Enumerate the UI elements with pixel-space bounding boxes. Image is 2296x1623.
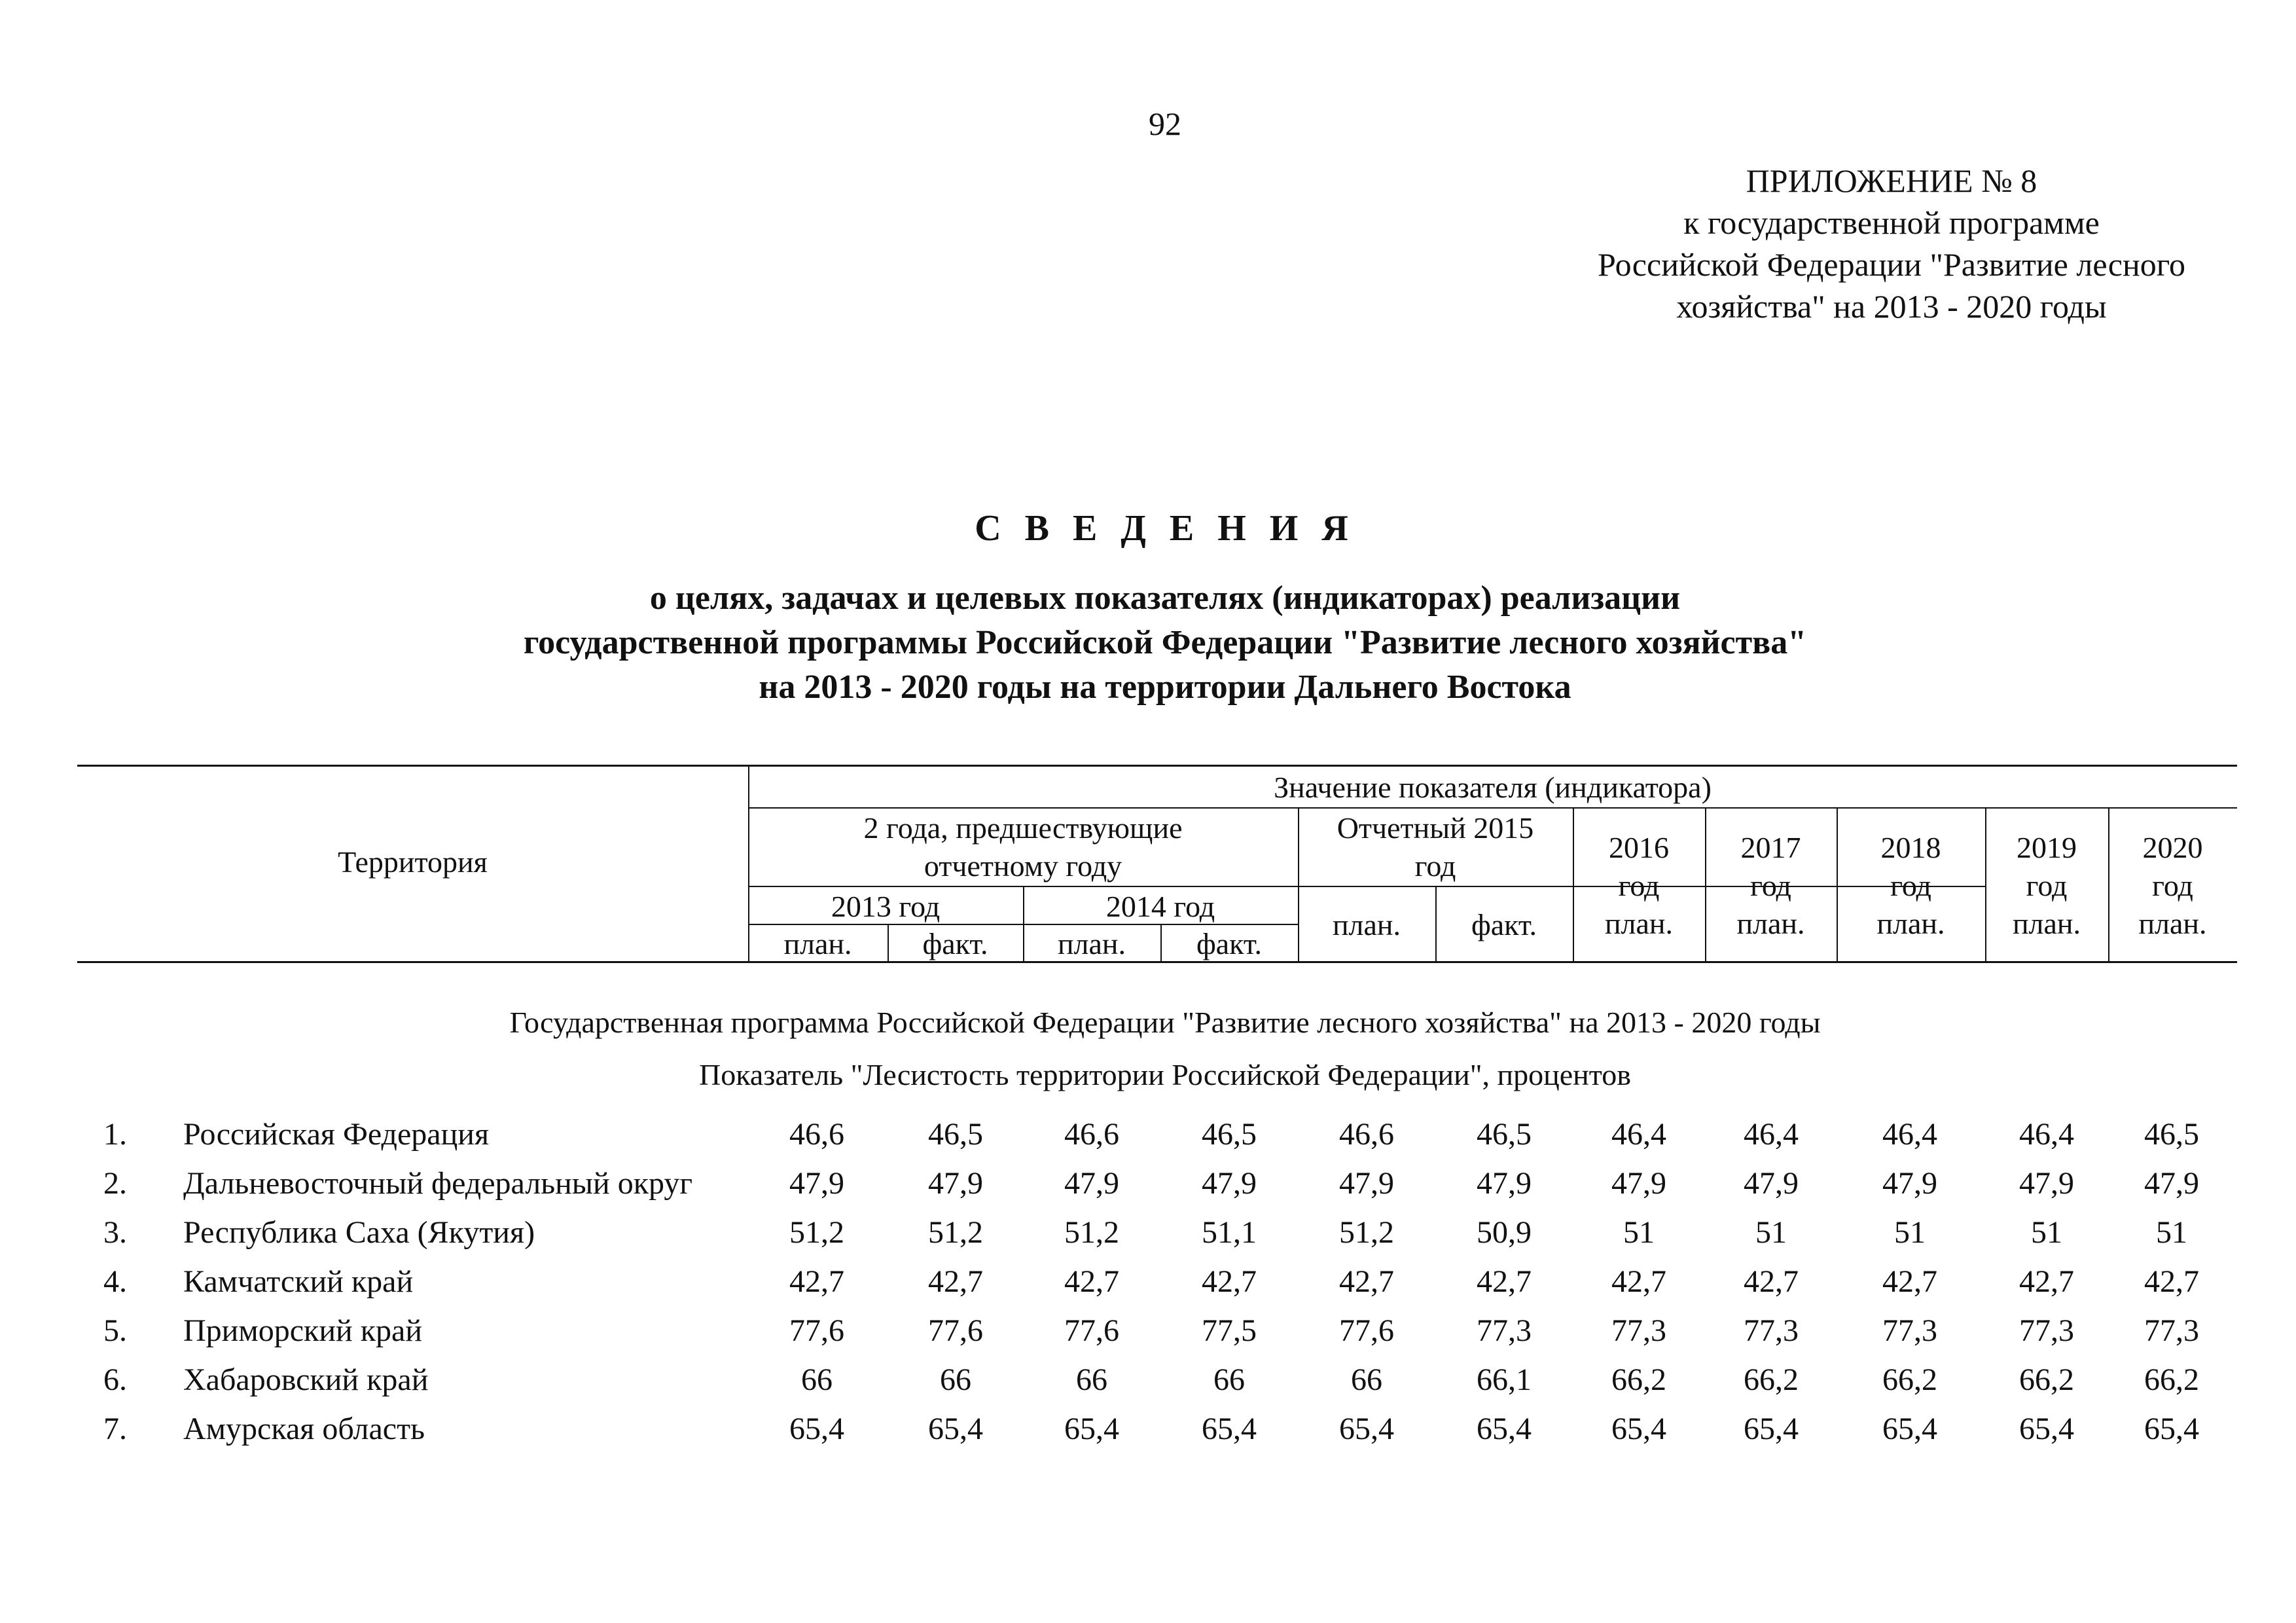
indicator-value: 47,9 — [1611, 1166, 1666, 1201]
indicator-value: 77,6 — [789, 1313, 844, 1348]
indicator-value: 46,6 — [789, 1117, 844, 1152]
prev-years-header — [748, 809, 1298, 885]
year-kind: план. — [1736, 907, 1805, 940]
prev-years-header-line-2: отчетному году — [924, 849, 1122, 883]
indicator-value: 65,4 — [789, 1412, 844, 1446]
plan-2015-header: план. — [1332, 908, 1401, 941]
table-row — [77, 1355, 2237, 1404]
indicator-value: 46,4 — [1611, 1117, 1666, 1152]
header-rule-indicator — [748, 807, 2237, 809]
indicator-value: 66,2 — [2019, 1362, 2074, 1397]
indicator-value: 42,7 — [789, 1264, 844, 1299]
indicator-value: 42,7 — [2019, 1264, 2074, 1299]
fact-2014-header: факт. — [1196, 927, 1263, 960]
table-header — [77, 765, 2237, 962]
plan-2013-header: план. — [783, 927, 852, 960]
table-row — [77, 1257, 2237, 1306]
year-kind: план. — [2138, 907, 2207, 940]
indicator-value: 65,4 — [1202, 1412, 1257, 1446]
indicator-value: 66 — [1076, 1362, 1107, 1397]
indicator-value: 51 — [2031, 1215, 2062, 1250]
indicator-value: 42,7 — [1744, 1264, 1799, 1299]
year-unit: год — [2026, 869, 2068, 902]
indicator-value: 42,7 — [1064, 1264, 1119, 1299]
year-label: 2016 — [1609, 831, 1669, 864]
indicator-value: 46,5 — [928, 1117, 983, 1152]
indicator-value: 51 — [1755, 1215, 1787, 1250]
indicator-value: 42,7 — [1339, 1264, 1394, 1299]
subtitle-line-1: о целях, задачах и целевых показателях (индикаторах) реализации — [649, 579, 1681, 617]
row-number: 1. — [103, 1117, 127, 1152]
indicator-value: 47,9 — [789, 1166, 844, 1201]
appendix-line-2: к государственной программе — [1683, 204, 2100, 241]
year-2014-header: 2014 год — [1105, 890, 1215, 923]
territory-name: Камчатский край — [183, 1264, 414, 1299]
subtitle-line-3: на 2013 - 2020 годы на территории Дальнего Востока — [759, 668, 1571, 706]
indicator-value: 65,4 — [928, 1412, 983, 1446]
year-2016-header — [1573, 829, 1705, 943]
indicator-value: 47,9 — [1744, 1166, 1799, 1201]
indicator-value: 77,5 — [1202, 1313, 1257, 1348]
table-row — [77, 1306, 2237, 1355]
row-number: 3. — [103, 1215, 127, 1250]
reporting-year-line-2: год — [1414, 849, 1456, 883]
fact-2013-header: факт. — [922, 927, 988, 960]
year-label: 2017 — [1740, 831, 1801, 864]
territory-name: Российская Федерация — [183, 1117, 490, 1152]
indicator-value: 42,7 — [1611, 1264, 1666, 1299]
appendix-number: ПРИЛОЖЕНИЕ № 8 — [1746, 162, 2037, 199]
indicator-value: 77,3 — [1477, 1313, 1532, 1348]
indicator-value: 46,5 — [1202, 1117, 1257, 1152]
indicator-value: 66,2 — [2144, 1362, 2199, 1397]
indicator-value: 51,2 — [1064, 1215, 1119, 1250]
year-kind: план. — [1876, 907, 1945, 940]
indicator-value: 66,2 — [1611, 1362, 1666, 1397]
table-row — [77, 1159, 2237, 1208]
indicator-value: 46,5 — [2144, 1117, 2199, 1152]
row-number: 5. — [103, 1313, 127, 1348]
indicator-value: 65,4 — [2144, 1412, 2199, 1446]
indicator-value: 65,4 — [1477, 1412, 1532, 1446]
indicator-value: 47,9 — [1477, 1166, 1532, 1201]
indicator-value: 66,2 — [1744, 1362, 1799, 1397]
indicator-value: 47,9 — [1882, 1166, 1937, 1201]
subtitle-line-2: государственной программы Российской Федерации "Развитие лесного хозяйства" — [523, 624, 1807, 661]
year-unit: год — [2152, 869, 2193, 902]
reporting-year-header — [1298, 809, 1573, 885]
reporting-year-line-1: Отчетный 2015 — [1336, 811, 1534, 845]
indicator-value: 51,1 — [1202, 1215, 1257, 1250]
table-row — [77, 1208, 2237, 1257]
indicator-value: 77,3 — [1882, 1313, 1937, 1348]
indicator-value-header: Значение показателя (индикатора) — [1274, 771, 1712, 804]
indicator-value: 66,1 — [1477, 1362, 1532, 1397]
header-top-rule — [77, 765, 2237, 767]
indicator-value: 46,6 — [1064, 1117, 1119, 1152]
document-subtitle — [0, 576, 2296, 710]
table-row — [77, 1404, 2237, 1453]
indicator-value: 77,3 — [1611, 1313, 1666, 1348]
indicator-value: 42,7 — [1202, 1264, 1257, 1299]
year-2019-header — [1985, 829, 2108, 943]
year-unit: год — [1890, 869, 1931, 902]
year-2013-header: 2013 год — [831, 890, 941, 923]
indicator-value: 51,2 — [1339, 1215, 1394, 1250]
program-caption: Государственная программа Российской Федерации "Развитие лесного хозяйства" на 2013 - 2020 годы — [509, 1006, 1821, 1039]
year-kind: план. — [1604, 907, 1674, 940]
indicator-value: 66 — [801, 1362, 833, 1397]
indicator-value: 51 — [2156, 1215, 2187, 1250]
indicator-value: 42,7 — [1882, 1264, 1937, 1299]
indicator-value: 51 — [1894, 1215, 1926, 1250]
indicator-value: 47,9 — [2144, 1166, 2199, 1201]
plan-2014-header: план. — [1057, 927, 1126, 960]
indicator-value: 65,4 — [1339, 1412, 1394, 1446]
year-2020-header — [2108, 829, 2237, 943]
territory-header: Территория — [338, 845, 488, 879]
indicator-value: 46,6 — [1339, 1117, 1394, 1152]
indicator-value: 77,6 — [1064, 1313, 1119, 1348]
indicator-value: 42,7 — [2144, 1264, 2199, 1299]
indicator-value: 77,3 — [1744, 1313, 1799, 1348]
year-2017-header — [1705, 829, 1837, 943]
indicator-value: 47,9 — [2019, 1166, 2074, 1201]
year-label: 2019 — [2017, 831, 2077, 864]
indicator-value: 77,3 — [2019, 1313, 2074, 1348]
appendix-line-4: хозяйства" на 2013 - 2020 годы — [1676, 288, 2107, 325]
indicator-value: 65,4 — [1611, 1412, 1666, 1446]
indicator-value: 77,3 — [2144, 1313, 2199, 1348]
indicator-value: 51,2 — [789, 1215, 844, 1250]
territory-name: Республика Саха (Якутия) — [183, 1215, 535, 1250]
indicator-value: 46,5 — [1477, 1117, 1532, 1152]
territory-name: Амурская область — [183, 1412, 425, 1446]
year-label: 2018 — [1880, 831, 1941, 864]
year-unit: год — [1618, 869, 1660, 902]
appendix-block — [1525, 160, 2258, 327]
row-number: 2. — [103, 1166, 127, 1201]
indicator-value: 47,9 — [1064, 1166, 1119, 1201]
indicator-value: 77,6 — [1339, 1313, 1394, 1348]
appendix-line-3: Российской Федерации "Развитие лесного — [1598, 246, 2185, 283]
indicator-value: 42,7 — [1477, 1264, 1532, 1299]
territory-name: Хабаровский край — [183, 1362, 429, 1397]
indicator-value: 46,4 — [1882, 1117, 1937, 1152]
year-label: 2020 — [2142, 831, 2203, 864]
indicator-value: 51 — [1623, 1215, 1655, 1250]
indicator-value: 65,4 — [1744, 1412, 1799, 1446]
year-unit: год — [1750, 869, 1791, 902]
indicator-value: 65,4 — [1064, 1412, 1119, 1446]
data-table — [77, 1110, 2237, 1453]
indicator-value: 66 — [1213, 1362, 1245, 1397]
row-number: 4. — [103, 1264, 127, 1299]
indicator-value: 42,7 — [928, 1264, 983, 1299]
indicator-value: 66 — [1351, 1362, 1382, 1397]
fact-2015-header: факт. — [1471, 908, 1537, 941]
indicator-caption: Показатель "Лесистость территории Российской Федерации", процентов — [698, 1058, 1632, 1091]
indicator-value: 46,4 — [2019, 1117, 2074, 1152]
document-title: С В Е Д Е Н И Я — [975, 508, 1355, 549]
indicator-value: 47,9 — [928, 1166, 983, 1201]
table-row — [77, 1110, 2237, 1159]
indicator-value: 47,9 — [1202, 1166, 1257, 1201]
indicator-value: 50,9 — [1477, 1215, 1532, 1250]
prev-years-header-line-1: 2 года, предшествующие — [863, 811, 1183, 845]
indicator-value: 65,4 — [1882, 1412, 1937, 1446]
indicator-value: 51,2 — [928, 1215, 983, 1250]
indicator-value: 77,6 — [928, 1313, 983, 1348]
row-number: 7. — [103, 1412, 127, 1446]
row-number: 6. — [103, 1362, 127, 1397]
year-2018-header — [1837, 829, 1985, 943]
indicator-value: 66,2 — [1882, 1362, 1937, 1397]
indicator-value: 65,4 — [2019, 1412, 2074, 1446]
territory-name: Дальневосточный федеральный округ — [183, 1166, 693, 1201]
indicator-value: 66 — [940, 1362, 971, 1397]
indicator-value: 47,9 — [1339, 1166, 1394, 1201]
year-kind: план. — [2012, 907, 2081, 940]
page-number: 92 — [1149, 105, 1181, 142]
territory-name: Приморский край — [183, 1313, 423, 1348]
indicator-value: 46,4 — [1744, 1117, 1799, 1152]
